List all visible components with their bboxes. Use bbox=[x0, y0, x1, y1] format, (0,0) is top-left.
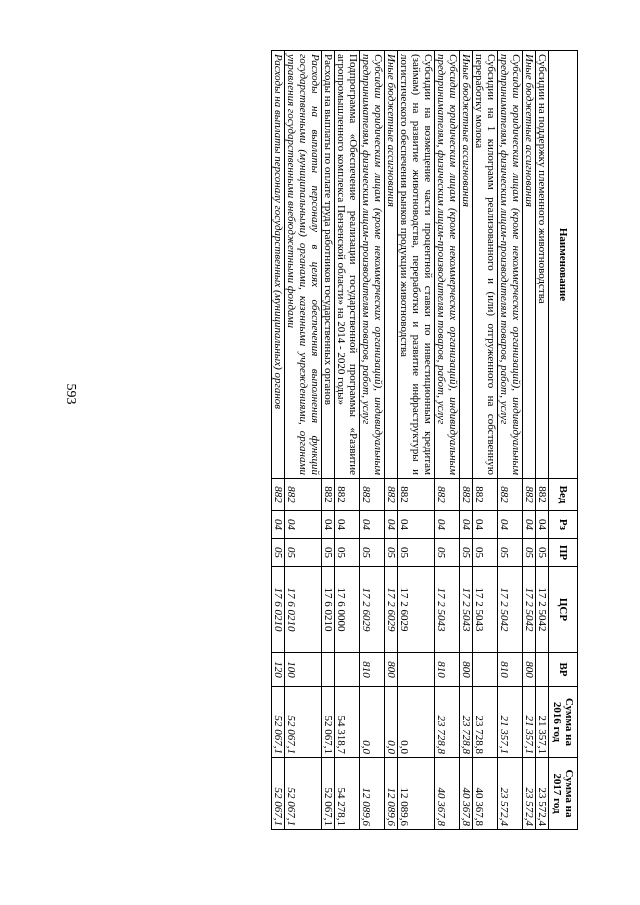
table-row bbox=[322, 51, 335, 830]
cell-sum-2017: 23 572,4 bbox=[523, 758, 536, 830]
cell-name: Субсидии на поддержку племенного животноводства bbox=[536, 51, 549, 479]
cell-vr bbox=[398, 653, 435, 687]
cell-csr: 17 2 5043 bbox=[460, 567, 473, 653]
cell-sum-2016: 21 357,1 bbox=[498, 687, 523, 758]
cell-pr: 05 bbox=[398, 539, 435, 567]
cell-csr: 17 6 0210 bbox=[285, 567, 322, 653]
cell-name: Субсидии юридическим лицам (кроме некоммерческих организаций), индивидуальным предпринимателям, физическим лицам-производителям товаров, работ, услуг bbox=[435, 51, 460, 479]
cell-ved: 882 bbox=[322, 479, 335, 511]
cell-csr: 17 6 0210 bbox=[272, 567, 285, 653]
table-row bbox=[385, 51, 398, 830]
cell-sum-2017: 52 067,1 bbox=[285, 758, 322, 830]
table-row bbox=[460, 51, 473, 830]
cell-sum-2017: 23 572,4 bbox=[536, 758, 549, 830]
cell-rz: 04 bbox=[473, 511, 498, 539]
cell-csr: 17 2 5043 bbox=[473, 567, 498, 653]
cell-pr: 05 bbox=[285, 539, 322, 567]
cell-vr bbox=[473, 653, 498, 687]
cell-rz: 04 bbox=[460, 511, 473, 539]
cell-vr: 810 bbox=[360, 653, 385, 687]
cell-ved: 882 bbox=[335, 479, 360, 511]
cell-vr: 810 bbox=[498, 653, 523, 687]
cell-pr: 05 bbox=[272, 539, 285, 567]
cell-sum-2017: 40 367,8 bbox=[473, 758, 498, 830]
cell-pr: 05 bbox=[523, 539, 536, 567]
cell-name: Субсидии юридическим лицам (кроме некоммерческих организаций), индивидуальным предпринимателям, физическим лицам-производителям товаров, работ, услуг bbox=[360, 51, 385, 479]
cell-ved: 882 bbox=[460, 479, 473, 511]
cell-name: Иные бюджетные ассигнования bbox=[385, 51, 398, 479]
cell-csr: 17 2 5042 bbox=[498, 567, 523, 653]
cell-ved: 882 bbox=[360, 479, 385, 511]
cell-name: Субсидии на 1 килограмм реализованного и (или) отгруженного на собственную переработку молока bbox=[473, 51, 498, 479]
table-row bbox=[523, 51, 536, 830]
cell-sum-2017: 52 067,1 bbox=[322, 758, 335, 830]
cell-rz: 04 bbox=[360, 511, 385, 539]
cell-pr: 05 bbox=[360, 539, 385, 567]
header-row bbox=[549, 51, 578, 830]
cell-ved: 882 bbox=[435, 479, 460, 511]
cell-rz: 04 bbox=[385, 511, 398, 539]
cell-ved: 882 bbox=[398, 479, 435, 511]
cell-ved: 882 bbox=[473, 479, 498, 511]
cell-sum-2016: 0,0 bbox=[360, 687, 385, 758]
cell-ved: 882 bbox=[523, 479, 536, 511]
cell-sum-2016: 52 067,1 bbox=[322, 687, 335, 758]
cell-csr: 17 2 5042 bbox=[523, 567, 536, 653]
cell-sum-2016: 23 728,8 bbox=[473, 687, 498, 758]
cell-sum-2016: 21 357,1 bbox=[523, 687, 536, 758]
cell-pr: 05 bbox=[536, 539, 549, 567]
cell-sum-2017: 12 089,6 bbox=[385, 758, 398, 830]
cell-name: Субсидии на возмещение части процентной ставки по инвестиционным кредитам (займам) на развитие животноводства, переработки и развитие инфраструктуры и логистического обеспечения рынков продукции животноводства bbox=[398, 51, 435, 479]
cell-ved: 882 bbox=[536, 479, 549, 511]
cell-pr: 05 bbox=[498, 539, 523, 567]
table-row bbox=[360, 51, 385, 830]
table-row bbox=[398, 51, 435, 830]
cell-pr: 05 bbox=[335, 539, 360, 567]
cell-rz: 04 bbox=[335, 511, 360, 539]
cell-sum-2016: 54 318,7 bbox=[335, 687, 360, 758]
cell-rz: 04 bbox=[398, 511, 435, 539]
header-name: Наименование bbox=[549, 51, 578, 479]
cell-vr bbox=[335, 653, 360, 687]
cell-rz: 04 bbox=[285, 511, 322, 539]
cell-sum-2016: 0,0 bbox=[385, 687, 398, 758]
cell-sum-2016: 23 728,8 bbox=[435, 687, 460, 758]
cell-sum-2017: 12 089,6 bbox=[360, 758, 385, 830]
cell-csr: 17 2 5042 bbox=[536, 567, 549, 653]
table-row bbox=[272, 51, 285, 830]
cell-ved: 882 bbox=[272, 479, 285, 511]
cell-vr: 120 bbox=[272, 653, 285, 687]
header-pr: ПР bbox=[549, 539, 578, 567]
cell-csr: 17 2 6029 bbox=[398, 567, 435, 653]
cell-csr: 17 2 5043 bbox=[435, 567, 460, 653]
cell-csr: 17 6 0210 bbox=[322, 567, 335, 653]
cell-sum-2016: 23 728,8 bbox=[460, 687, 473, 758]
header-sum-2016: Сумма на 2016 год bbox=[549, 687, 578, 758]
cell-sum-2017: 52 067,1 bbox=[272, 758, 285, 830]
table-row bbox=[335, 51, 360, 830]
cell-name: Расходы на выплаты персоналу государственных (муниципальных) органов bbox=[272, 51, 285, 479]
table-row bbox=[498, 51, 523, 830]
cell-sum-2016: 52 067,1 bbox=[272, 687, 285, 758]
cell-rz: 04 bbox=[523, 511, 536, 539]
table-row bbox=[435, 51, 460, 830]
page-number: 593 bbox=[63, 383, 78, 405]
cell-name: Иные бюджетные ассигнования bbox=[523, 51, 536, 479]
cell-vr: 800 bbox=[523, 653, 536, 687]
cell-name: Расходы на выплаты по оплате труда работников государственных органов bbox=[322, 51, 335, 479]
cell-sum-2017: 54 278,1 bbox=[335, 758, 360, 830]
cell-pr: 05 bbox=[322, 539, 335, 567]
cell-sum-2017: 23 572,4 bbox=[498, 758, 523, 830]
table-body bbox=[272, 51, 549, 830]
cell-rz: 04 bbox=[272, 511, 285, 539]
cell-vr: 800 bbox=[385, 653, 398, 687]
cell-name: Иные бюджетные ассигнования bbox=[460, 51, 473, 479]
table-row bbox=[473, 51, 498, 830]
header-rz: Рз bbox=[549, 511, 578, 539]
cell-vr: 800 bbox=[460, 653, 473, 687]
cell-ved: 882 bbox=[385, 479, 398, 511]
cell-vr: 810 bbox=[435, 653, 460, 687]
cell-csr: 17 2 6029 bbox=[385, 567, 398, 653]
cell-name: Субсидии юридическим лицам (кроме некоммерческих организаций), индивидуальным предпринимателям, физическим лицам-производителям товаров, работ, услуг bbox=[498, 51, 523, 479]
cell-pr: 05 bbox=[473, 539, 498, 567]
header-csr: ЦСР bbox=[549, 567, 578, 653]
table-row bbox=[536, 51, 549, 830]
cell-pr: 05 bbox=[460, 539, 473, 567]
rotated-page bbox=[100, 50, 578, 829]
cell-rz: 04 bbox=[498, 511, 523, 539]
cell-ved: 882 bbox=[498, 479, 523, 511]
header-ved: Вед bbox=[549, 479, 578, 511]
budget-table bbox=[271, 50, 578, 830]
cell-csr: 17 2 6029 bbox=[360, 567, 385, 653]
cell-vr bbox=[536, 653, 549, 687]
cell-csr: 17 6 0000 bbox=[335, 567, 360, 653]
cell-sum-2017: 12 089,6 bbox=[398, 758, 435, 830]
header-vr: ВР bbox=[549, 653, 578, 687]
table-row bbox=[285, 51, 322, 830]
cell-rz: 04 bbox=[536, 511, 549, 539]
cell-name: Подпрограмма «Обеспечение реализации государственной программы «Развитие агропромышленного комплекса Пензенской области» на 2014 - 2020 годы» bbox=[335, 51, 360, 479]
cell-sum-2016: 52 067,1 bbox=[285, 687, 322, 758]
cell-vr bbox=[322, 653, 335, 687]
cell-sum-2016: 0,0 bbox=[398, 687, 435, 758]
cell-rz: 04 bbox=[322, 511, 335, 539]
cell-vr: 100 bbox=[285, 653, 322, 687]
cell-sum-2016: 21 357,1 bbox=[536, 687, 549, 758]
cell-rz: 04 bbox=[435, 511, 460, 539]
cell-sum-2017: 40 367,8 bbox=[460, 758, 473, 830]
cell-pr: 05 bbox=[385, 539, 398, 567]
cell-pr: 05 bbox=[435, 539, 460, 567]
cell-sum-2017: 40 367,8 bbox=[435, 758, 460, 830]
header-sum-2017: Сумма на 2017 год bbox=[549, 758, 578, 830]
cell-ved: 882 bbox=[285, 479, 322, 511]
cell-name: Расходы на выплаты персоналу в целях обеспечения выполнения функций государственными (муниципальными) органами, казенными учреждениями, органами управления государственными внебюджетными фондами bbox=[285, 51, 322, 479]
